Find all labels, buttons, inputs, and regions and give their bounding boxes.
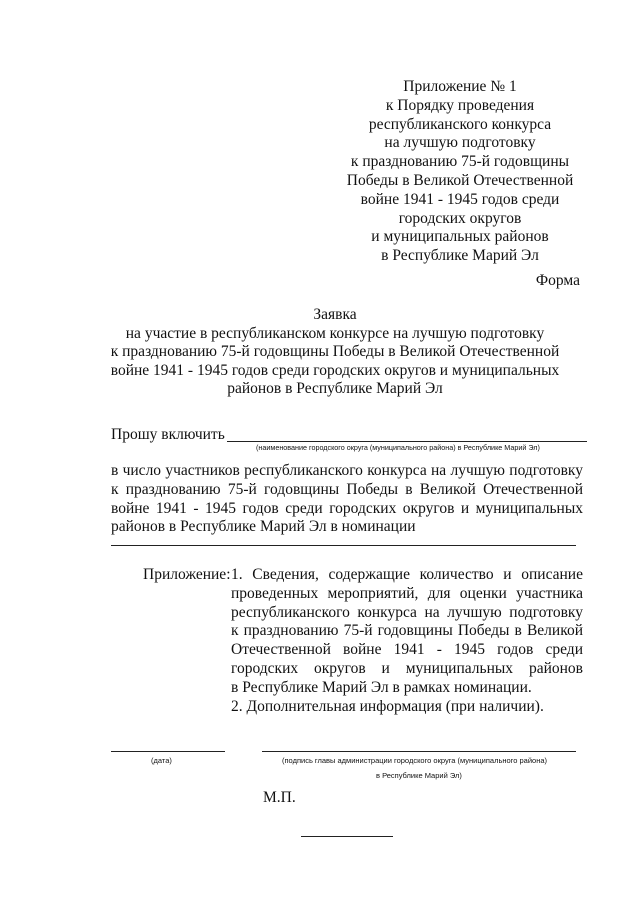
signature-field[interactable] bbox=[262, 751, 576, 752]
attachment-item-1-line: в Республике Марий Эл в рамках номинации. bbox=[231, 678, 532, 696]
appendix-line: к празднованию 75-й годовщины bbox=[350, 153, 570, 171]
title-line: районов в Республике Марий Эл bbox=[227, 380, 443, 398]
appendix-line: Победы в Великой Отечественной bbox=[346, 171, 574, 189]
attachment-item-1-line: городских округов и муниципальных районов bbox=[231, 659, 583, 677]
body-line: в число участников республиканского конкурса на лучшую подготовку bbox=[111, 462, 583, 479]
appendix-line: городских округов bbox=[398, 209, 522, 227]
request-label: Прошу включить bbox=[111, 426, 225, 443]
signature-caption: (подпись главы администрации городского округа (муниципального района) bbox=[282, 756, 548, 765]
stamp-label: М.П. bbox=[263, 789, 296, 806]
appendix-line: к Порядку проведения bbox=[385, 96, 535, 114]
appendix-line: Приложение № 1 bbox=[403, 78, 517, 95]
attachment-item-1-line: республиканского конкурса на лучшую подготовку bbox=[231, 603, 583, 621]
title-line: войне 1941 - 1945 годов среди городских округов и муниципальных bbox=[110, 361, 560, 379]
title-line: к празднованию 75-й годовщины Победы в Великой Отечественной bbox=[110, 343, 560, 361]
appendix-line: в Республике Марий Эл bbox=[381, 247, 539, 265]
body-line: войне 1941 - 1945 годов среди городских округов и муниципальных bbox=[111, 499, 583, 517]
form-label: Форма bbox=[535, 272, 580, 289]
signature-caption-cont: в Республике Марий Эл) bbox=[376, 771, 462, 780]
date-caption: (дата) bbox=[151, 756, 172, 765]
date-field[interactable] bbox=[111, 751, 225, 752]
appendix-line: войне 1941 - 1945 годов среди bbox=[360, 190, 560, 208]
attachment-item-1-line: 1. Сведения, содержащие количество и описание bbox=[231, 566, 583, 583]
attachment-item-1-line: Отечественной войне 1941 - 1945 годов среди bbox=[231, 641, 583, 659]
attachment-item-2: 2. Дополнительная информация (при наличии). bbox=[231, 697, 544, 715]
request-row bbox=[111, 426, 591, 456]
municipality-name-field[interactable] bbox=[227, 441, 587, 442]
request-body bbox=[111, 462, 583, 537]
appendix-header bbox=[330, 78, 590, 266]
title-line: на участие в республиканском конкурсе на лучшую подготовку bbox=[125, 324, 545, 342]
nomination-field[interactable] bbox=[111, 545, 576, 546]
title-heading: Заявка bbox=[313, 306, 357, 323]
body-line: к празднованию 75-й годовщины Победы в Великой Отечественной bbox=[111, 480, 583, 498]
attachment-list bbox=[231, 566, 583, 716]
municipality-name-caption: (наименование городского округа (муниципального района) в Республике Марий Эл) bbox=[256, 443, 540, 452]
attachment-label: Приложение: bbox=[143, 566, 231, 583]
attachment-item-1-line: к празднованию 75-й годовщины Победы в Великой bbox=[231, 622, 583, 640]
attachment-item-1-line: проведенных мероприятий, для оценки участника bbox=[231, 584, 583, 602]
appendix-line: на лучшую подготовку bbox=[384, 134, 536, 152]
body-line: районов в Республике Марий Эл в номинации bbox=[111, 518, 416, 536]
appendix-line: республиканского конкурса bbox=[368, 115, 552, 133]
appendix-line: и муниципальных районов bbox=[371, 228, 549, 246]
document-title bbox=[100, 306, 570, 399]
stamp-line bbox=[301, 836, 393, 837]
